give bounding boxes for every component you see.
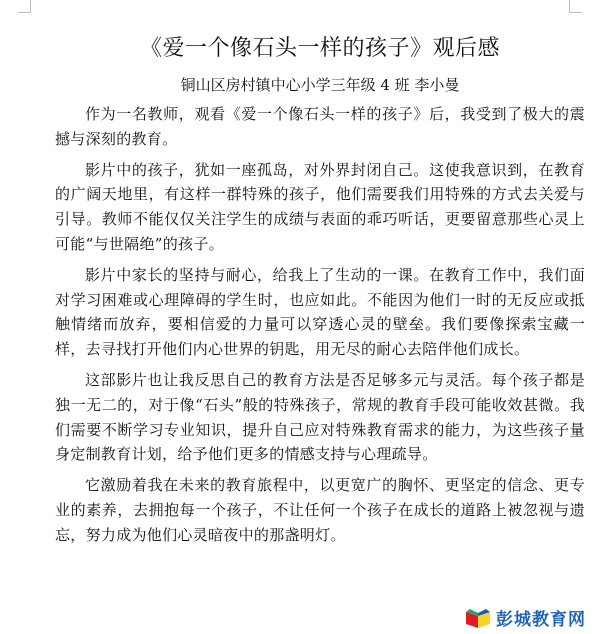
page-corner-marker-left	[18, 0, 31, 13]
document-title: 《爱一个像石头一样的孩子》观后感	[139, 36, 500, 61]
page-corner-marker-right	[569, 0, 582, 13]
author-line: 铜山区房村镇中心小学三年级 4 班 李小曼	[180, 76, 460, 94]
paragraph-3: 影片中家长的坚持与耐心，给我上了生动的一课。在教育工作中，我们面对学习困难或心理障碍的学生时，也应如此。不能因为他们一时的无反应或抵触情绪而放弃，要相信爱的力量可以穿透心灵的壁垒。我们要像探索宝藏一样，去寻找打开他们内心世界的钥匙，用无尽的耐心去陪伴他们成长。	[55, 265, 585, 359]
site-watermark	[464, 605, 586, 630]
paragraph-1: 作为一名教师，观看《爱一个像石头一样的孩子》后，我受到了极大的震撼与深刻的教育。	[55, 105, 585, 148]
watermark-text: 彭城教育网	[496, 610, 586, 630]
book-logo-icon	[464, 607, 492, 629]
document-body	[55, 102, 585, 548]
paragraph-4: 这部影片也让我反思自己的教育方法是否足够多元与灵活。每个孩子都是独一无二的，对于像“石头”般的特殊孩子，常规的教育手段可能收效甚微。我们需要不断学习专业知识，提升自己应对特殊教育需求的能力，为这些孩子量身定制教育计划，给予他们更多的情感支持与心理疏导。	[55, 370, 585, 464]
paragraph-2: 影片中的孩子，犹如一座孤岛，对外界封闭自己。这使我意识到，在教育的广阔天地里，有这样一群特殊的孩子，他们需要我们用特殊的方式去关爱与引导。教师不能仅仅关注学生的成绩与表面的乖巧听话，更要留意那些心灵上可能“与世隔绝”的孩子。	[55, 160, 585, 253]
paragraph-5: 它激励着我在未来的教育旅程中，以更宽广的胸怀、更坚定的信念、更专业的素养，去拥抱每一个孩子，不让任何一个孩子在成长的道路上被忽视与遗忘，努力成为他们心灵暗夜中的那盏明灯。	[55, 476, 585, 544]
document-page	[55, 34, 585, 554]
